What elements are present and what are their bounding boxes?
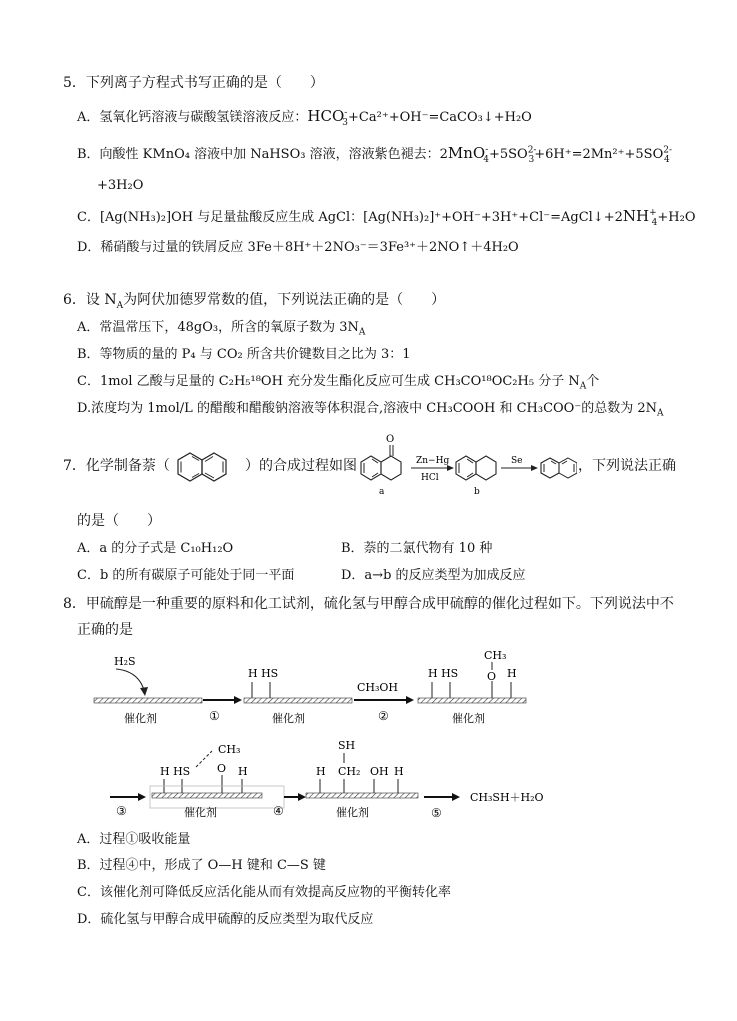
adsorbed-h-hs-label-1: H HS [248,667,279,680]
h-label-1: H [507,667,517,680]
q7-option-b: B．萘的二氯代物有 10 种 [341,541,493,556]
q6-option-c: C．1mol 乙酸与足量的 C₂H₅¹⁸OH 充分发生酯化反应可生成 CH₃CO¹⁸OC₂H₅ 分子 $N_A$个 [77,374,600,392]
catalyst-surface-2 [244,698,352,703]
carbonyl-oxygen-label: O [386,434,395,445]
step-1-label: ① [209,709,220,723]
q5-option-a: A．氢氧化钙溶液与碳酸氢镁溶液反应：$HCO^-_3+Ca^{2+}+OH^-=CaCO_3↓+H_2O$ [77,107,532,128]
q7-stem-part2: ）的合成过程如图 [245,458,357,474]
q5-stem: 5．下列离子方程式书写正确的是（ ） [63,75,324,91]
q6-option-b: B．等物质的量的 P₄ 与 CO₂ 所含共价键数目之比为 3：1 [77,347,411,362]
catalyst-surface-5 [306,793,418,798]
q8-option-d: D．硫化氢与甲醇合成甲硫醇的反应类型为取代反应 [77,912,374,927]
catalyst-label-5: 催化剂 [336,806,369,819]
naphthalene-structure [168,443,248,483]
q8-option-c: C．该催化剂可降低反应活化能从而有效提高反应物的平衡转化率 [77,885,451,900]
q5-option-d: D．稀硝酸与过量的铁屑反应 3Fe＋8H⁺＋2NO₃⁻＝3Fe³⁺＋2NO↑＋4H₂O [77,240,519,255]
step-3-label: ③ [116,804,127,818]
q8-stem-line1: 8．甲硫醇是一种重要的原料和化工试剂，硫化氢与甲醇合成甲硫醇的催化过程如下。下列说法中不 [63,596,674,612]
q8-stem-line2: 正确的是 [77,622,133,638]
q8-option-a: A．过程①吸收能量 [77,832,191,847]
sh-label: SH [338,739,356,752]
catalyst-surface-1 [94,698,202,703]
q8-option-b: B．过程④中，形成了 O—H 键和 C—S 键 [77,858,326,873]
h-label-4: H [394,765,404,778]
catalyst-surface-3 [418,698,526,703]
step-5-label: ⑤ [431,806,442,820]
adsorbed-h-hs-label-3: H HS [160,765,191,778]
adsorbed-h-hs-label-2: H HS [428,667,459,680]
q7-option-c: C．b 的所有碳原子可能处于同一平面 [77,568,295,583]
reagent-zn-hg: Zn−Hg [416,456,450,466]
q7-synthesis-scheme [355,430,577,502]
q7-stem-part1: 7．化学制备萘（ [63,458,170,474]
catalyst-label-2: 催化剂 [272,712,305,725]
q7-stem-part4: 的是（ ） [77,513,161,529]
catalyst-label-3: 催化剂 [452,712,485,725]
ch2-label: CH₂ [338,765,361,778]
reagent-se: Se [511,456,523,466]
naphthalene-product-structure [541,458,577,478]
ch3-label-2: CH₃ [218,743,241,756]
h-label-3: H [316,765,326,778]
compound-b-label: b [474,487,480,497]
catalyst-label-4: 催化剂 [184,806,217,819]
q7-option-a: A．a 的分子式是 C₁₀H₁₂O [77,541,234,556]
q5-option-c: C．[Ag(NH₃)₂]OH 与足量盐酸反应生成 AgCl：$[Ag(NH_3)_2]^++OH^-+3H^++Cl^-=AgCl↓+2NH^+_4+H_2O$ [77,207,696,228]
q6-option-a: A．常温常压下，48gO₃，所含的氧原子数为 $3N_A$ [77,320,366,338]
o-label-1: O [487,670,497,683]
compound-a-label: a [379,487,385,497]
step-4-label: ④ [273,804,284,818]
oh-label: OH [370,765,389,778]
reagent-hcl: HCl [421,473,439,483]
ch3-label-1: CH₃ [484,649,507,662]
catalyst-label-1: 催化剂 [124,712,157,725]
h-label-2: H [238,765,248,778]
o-label-2: O [217,762,227,775]
catalysis-process-diagram [88,645,608,825]
q7-stem-part3: ，下列说法正确 [578,458,676,474]
compound-b-structure [456,456,496,497]
ch3oh-label: CH₃OH [357,681,399,694]
catalyst-surface-4 [152,793,262,798]
step-2-label: ② [378,709,389,723]
compound-a-structure [361,434,401,497]
q6-stem: 6．设 $N_A$为阿伏加德罗常数的值，下列说法正确的是（ ） [63,292,446,311]
q5-option-b: B．向酸性 KMnO₄ 溶液中加 NaHSO₃ 溶液，溶液紫色褪去：$2MnO^-_4+5SO^{2-}_3+6H^+=2Mn^{2+}+5SO^{2-}_4$ [77,144,673,165]
q6-option-d: D.浓度均为 1mol/L 的醋酸和醋酸钠溶液等体积混合,溶液中 CH₃COOH 和 CH₃COO⁻的总数为 $2N_A$ [77,401,664,419]
h2s-label: H₂S [114,655,136,668]
q5-option-b-cont: +3H₂O [97,178,144,193]
q7-option-d: D．a→b 的反应类型为加成反应 [341,568,526,583]
product-label: CH₃SH＋H₂O [470,791,544,804]
